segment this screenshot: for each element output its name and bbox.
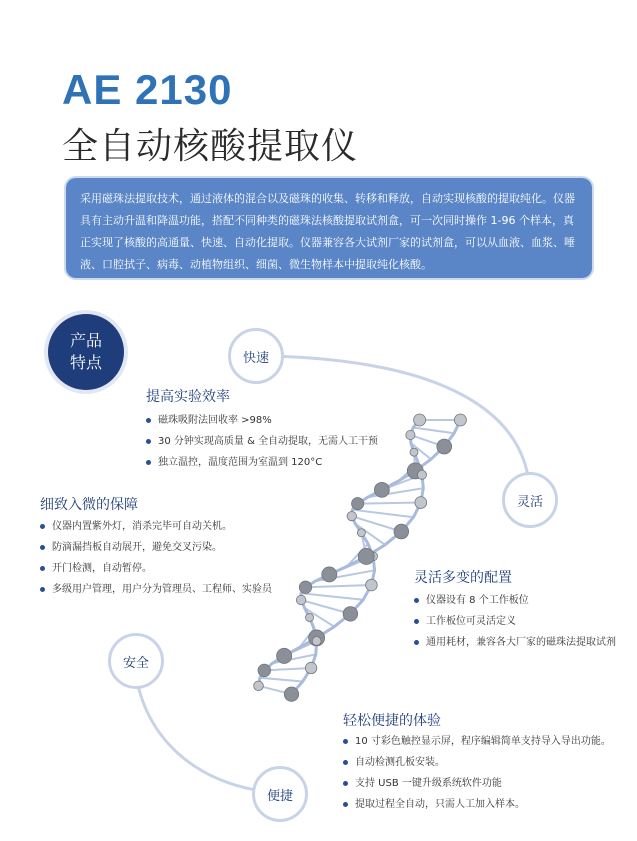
feature-experience-list bbox=[343, 731, 611, 815]
dna-rung bbox=[358, 503, 421, 504]
dna-bead bbox=[299, 581, 311, 593]
list-item: 工作板位可灵活定义 bbox=[414, 611, 616, 632]
feature-efficiency-title: 提高实验效率 bbox=[146, 389, 230, 405]
dna-rung bbox=[413, 427, 454, 433]
circle-convenient-label: 便捷 bbox=[266, 788, 293, 804]
list-item: 支持 USB 一键升级系统软件功能 bbox=[343, 773, 611, 794]
list-item: 独立温控，温度范围为室温到 120°C bbox=[146, 452, 378, 473]
dna-bead bbox=[296, 595, 305, 604]
dna-bead bbox=[322, 567, 337, 582]
circle-fast bbox=[228, 328, 284, 384]
list-item: 仪器设有 8 个工作板位 bbox=[414, 590, 616, 611]
feature-config-list bbox=[414, 590, 616, 653]
dna-bead bbox=[417, 470, 426, 479]
model-number: AE 2130 bbox=[62, 66, 233, 113]
list-item: 磁珠吸附法回收率 >98% bbox=[146, 410, 378, 431]
list-item: 开门检测，自动暂停。 bbox=[40, 558, 272, 579]
feature-experience-title: 轻松便捷的体验 bbox=[343, 713, 441, 729]
dna-bead bbox=[277, 648, 292, 663]
product-features-badge bbox=[48, 314, 124, 390]
dna-bead bbox=[454, 414, 466, 426]
list-item: 通用耗材，兼容各大厂家的磁珠法提取试剂 bbox=[414, 632, 616, 653]
list-item: 提取过程全自动，只需人工加入样本。 bbox=[343, 794, 611, 815]
dna-rung bbox=[301, 600, 350, 614]
feature-config-title: 灵活多变的配置 bbox=[414, 570, 512, 586]
circle-flexible bbox=[502, 472, 558, 528]
dna-bead bbox=[343, 607, 358, 622]
circle-convenient bbox=[252, 766, 308, 822]
circle-safe-label: 安全 bbox=[122, 655, 149, 671]
dna-rung bbox=[301, 593, 363, 599]
list-item: 10 寸彩色触控显示屏，程序编辑简单支持导入导出功能。 bbox=[343, 731, 611, 752]
dna-bead bbox=[437, 439, 452, 454]
dna-rung bbox=[260, 678, 303, 682]
list-item: 防滴漏挡板自动展开，避免交叉污染。 bbox=[40, 537, 272, 558]
circle-flexible-label: 灵活 bbox=[516, 494, 543, 510]
dna-bead bbox=[254, 681, 264, 691]
circle-safe bbox=[108, 633, 164, 689]
badge-line-1: 产品 bbox=[69, 331, 102, 350]
dna-bead bbox=[366, 579, 378, 591]
dna-bead bbox=[414, 414, 426, 426]
list-item: 自动检测孔板安装。 bbox=[343, 752, 611, 773]
feature-safety-title: 细致入微的保障 bbox=[40, 497, 138, 513]
dna-bead bbox=[374, 482, 389, 497]
dna-bead bbox=[284, 687, 298, 701]
dna-bead bbox=[258, 664, 271, 677]
dna-bead bbox=[410, 448, 418, 456]
list-item: 仪器内置紫外灯，消杀完毕可自动关机。 bbox=[40, 516, 272, 537]
dna-rung bbox=[305, 585, 371, 587]
dna-bead bbox=[394, 524, 409, 539]
dna-bead bbox=[305, 662, 316, 673]
intro-box: 采用磁珠法提取技术，通过液体的混合以及磁珠的收集、转移和释放，自动实现核酸的提取纯化。仪器具有主动升温和降温功能，搭配不同种类的磁珠法核酸提取试剂盒，可一次同时操作 1-96 个样本，真正实现了核酸的高通量、快速、自动化提取。仪器兼容各大试剂厂家的试剂盒，可以从血液、血浆、唾液、口腔拭子、病毒、动植物组织、细菌、微生物样本中提取纯化核酸。 bbox=[66, 178, 592, 278]
list-item: 多级用户管理，用户分为管理员、工程师、实验员 bbox=[40, 579, 272, 600]
dna-rung bbox=[352, 510, 413, 518]
badge-line-2: 特点 bbox=[69, 353, 102, 372]
dna-bead bbox=[347, 511, 356, 520]
dna-rung bbox=[264, 668, 311, 670]
dna-bead bbox=[312, 637, 321, 646]
feature-safety-list bbox=[40, 516, 272, 600]
dna-bead bbox=[306, 613, 314, 621]
dna-bead bbox=[352, 498, 364, 510]
product-title: 全自动核酸提取仪 bbox=[62, 126, 359, 167]
feature-efficiency-list bbox=[146, 410, 378, 473]
circle-fast-label: 快速 bbox=[242, 350, 269, 366]
dna-bead bbox=[415, 497, 427, 509]
list-item: 30 分钟实现高质量 & 全自动提取，无需人工干预 bbox=[146, 431, 378, 452]
dna-bead bbox=[357, 529, 365, 537]
dna-bead bbox=[406, 430, 415, 439]
dna-bead bbox=[358, 548, 374, 564]
